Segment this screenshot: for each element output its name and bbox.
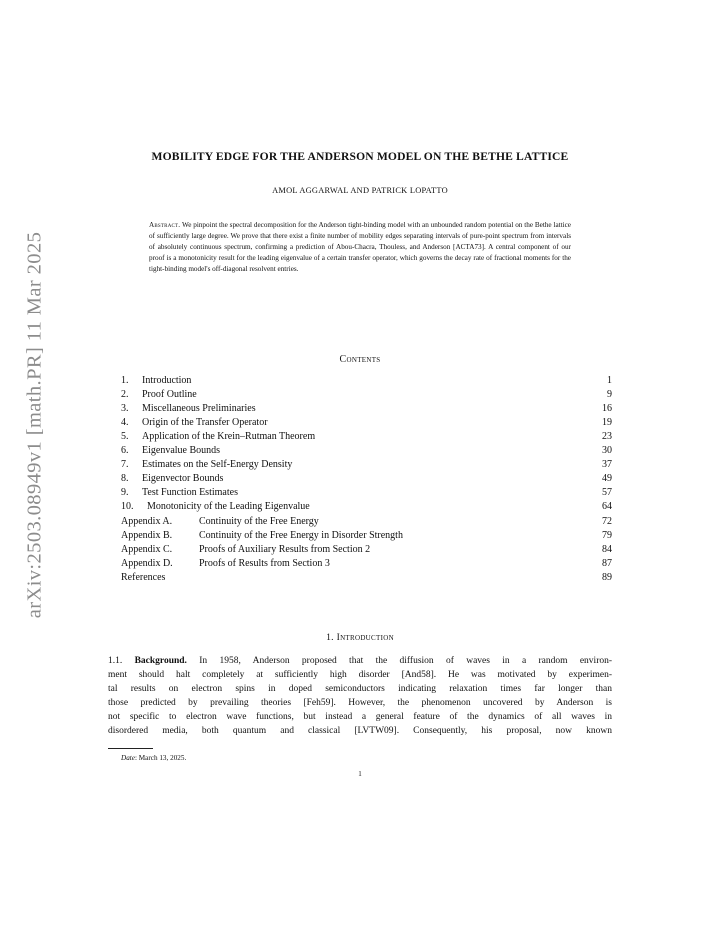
body-line-text: ment should halt completely at sufficiently high disorder [And58]. He was motivated by experimen- [108, 670, 612, 681]
toc-entry-label: Eigenvalue Bounds [142, 445, 221, 457]
toc-entry-page: 79 [602, 529, 612, 541]
body-line [108, 668, 612, 682]
toc-entry-page: 19 [602, 417, 612, 429]
toc-entry-number: 6. [121, 445, 129, 457]
toc-entry-page: 89 [602, 571, 612, 583]
toc-entry-page: 37 [602, 459, 612, 471]
toc-entry-label: Continuity of the Free Energy in Disorder Strength [199, 529, 403, 541]
toc-entry-number: 5. [121, 431, 129, 443]
toc-entry-page: 64 [602, 501, 612, 513]
body-line-text: tal results on electron spins in doped semiconductors indicating relaxation times far longer than [108, 684, 612, 695]
toc-entry-number: Appendix A. [121, 515, 173, 527]
toc-entry-label: Estimates on the Self-Energy Density [142, 459, 293, 471]
toc-entry-page: 9 [607, 389, 612, 401]
toc-entry-page: 87 [602, 557, 612, 569]
introduction-body [108, 654, 612, 739]
body-line [108, 710, 612, 724]
toc-entry-page: 84 [602, 543, 612, 555]
toc-entry-number: 3. [121, 403, 129, 415]
body-line [108, 682, 612, 696]
body-line [108, 724, 612, 738]
body-line-text: those predicted by prevailing theories [Feh59]. However, the phenomenon uncovered by Anderson is [108, 698, 612, 709]
toc-entry-label: Origin of the Transfer Operator [142, 417, 268, 429]
toc-entry-label: Application of the Krein–Rutman Theorem [142, 431, 316, 443]
toc-entry-label: Proofs of Results from Section 3 [199, 557, 330, 569]
toc-entry-label: Test Function Estimates [142, 487, 238, 499]
paper-title: MOBILITY EDGE FOR THE ANDERSON MODEL ON THE BETHE LATTICE [151, 150, 569, 163]
arxiv-identifier-stamp[interactable]: arXiv:2503.08949v1 [math.PR] 11 Mar 2025 [23, 231, 46, 619]
toc-entry-page: 57 [602, 487, 612, 499]
toc-entry-number: Appendix C. [121, 543, 173, 555]
toc-entry-number: Appendix D. [121, 557, 173, 569]
subsection-title: Background. [134, 656, 187, 666]
footnote-date [121, 754, 186, 762]
paper-authors: AMOL AGGARWAL AND PATRICK LOPATTO [272, 186, 448, 195]
page-number: 1 [358, 770, 362, 778]
footnote-rule [108, 748, 153, 749]
abstract-text: We pinpoint the spectral decomposition for the Anderson tight-binding model with an unbounded random potential on the Bethe lattice of sufficiently large degree. We prove that there exist a finite number of mobility edges separating intervals of pure-point spectrum from intervals of absolutely continuous spectrum, confirming a prediction of Abou-Chacra, Thouless, and Anderson [ACTA73]. A central component of our proof is a monotonicity result for the leading eigenvalue of a certain transfer operator, which governs the decay rate of fractional moments for the tight-binding model's off-diagonal resolvent entries. [149, 221, 572, 274]
toc-entry-page: 16 [602, 403, 612, 415]
toc-entry-label: References [121, 571, 166, 583]
toc-entry-number: Appendix B. [121, 529, 173, 541]
section-heading-introduction: 1. Introduction [326, 632, 394, 643]
abstract [149, 220, 571, 275]
body-line-text: not specific to electron wave functions, but instead a general feature of the dynamics of all waves in [108, 712, 612, 723]
toc-entry-number: 4. [121, 417, 129, 429]
toc-entry-number: 9. [121, 487, 129, 499]
toc-entry-label: Continuity of the Free Energy [199, 515, 319, 527]
footnote-label: Date [121, 754, 135, 762]
toc-entry-number: 10. [121, 501, 134, 513]
toc-entry-page: 72 [602, 515, 612, 527]
toc-entry-page: 1 [607, 375, 612, 386]
toc-entry-page: 49 [602, 473, 612, 485]
toc-entry-label: Eigenvector Bounds [142, 473, 224, 485]
toc-entry-label: Proofs of Auxiliary Results from Section 2 [199, 543, 371, 555]
toc-entry-page: 30 [602, 445, 612, 457]
toc-entry-label: Introduction [142, 375, 192, 386]
body-line-text: disordered media, both quantum and classical [LVTW09]. Consequently, his proposal, now known [108, 726, 612, 737]
contents-heading: Contents [339, 354, 381, 365]
toc-entry-number: 2. [121, 389, 129, 401]
toc-entry-label: Proof Outline [142, 389, 197, 401]
subsection-number: 1.1. [108, 656, 123, 666]
toc-entry-label: Monotonicity of the Leading Eigenvalue [147, 501, 310, 513]
toc-entry-page: 23 [602, 431, 612, 443]
body-line-text: In 1958, Anderson proposed that the diffusion of waves in a random environ- [199, 656, 613, 666]
toc-entry-label: Miscellaneous Preliminaries [142, 403, 256, 415]
toc-entry-number: 1. [121, 375, 129, 386]
toc-entry-number: 7. [121, 459, 129, 471]
abstract-heading: Abstract. [149, 221, 181, 229]
footnote-text: : March 13, 2025. [134, 754, 187, 762]
body-line [108, 654, 612, 668]
toc-entry-number: 8. [121, 473, 129, 485]
body-line [108, 696, 612, 710]
